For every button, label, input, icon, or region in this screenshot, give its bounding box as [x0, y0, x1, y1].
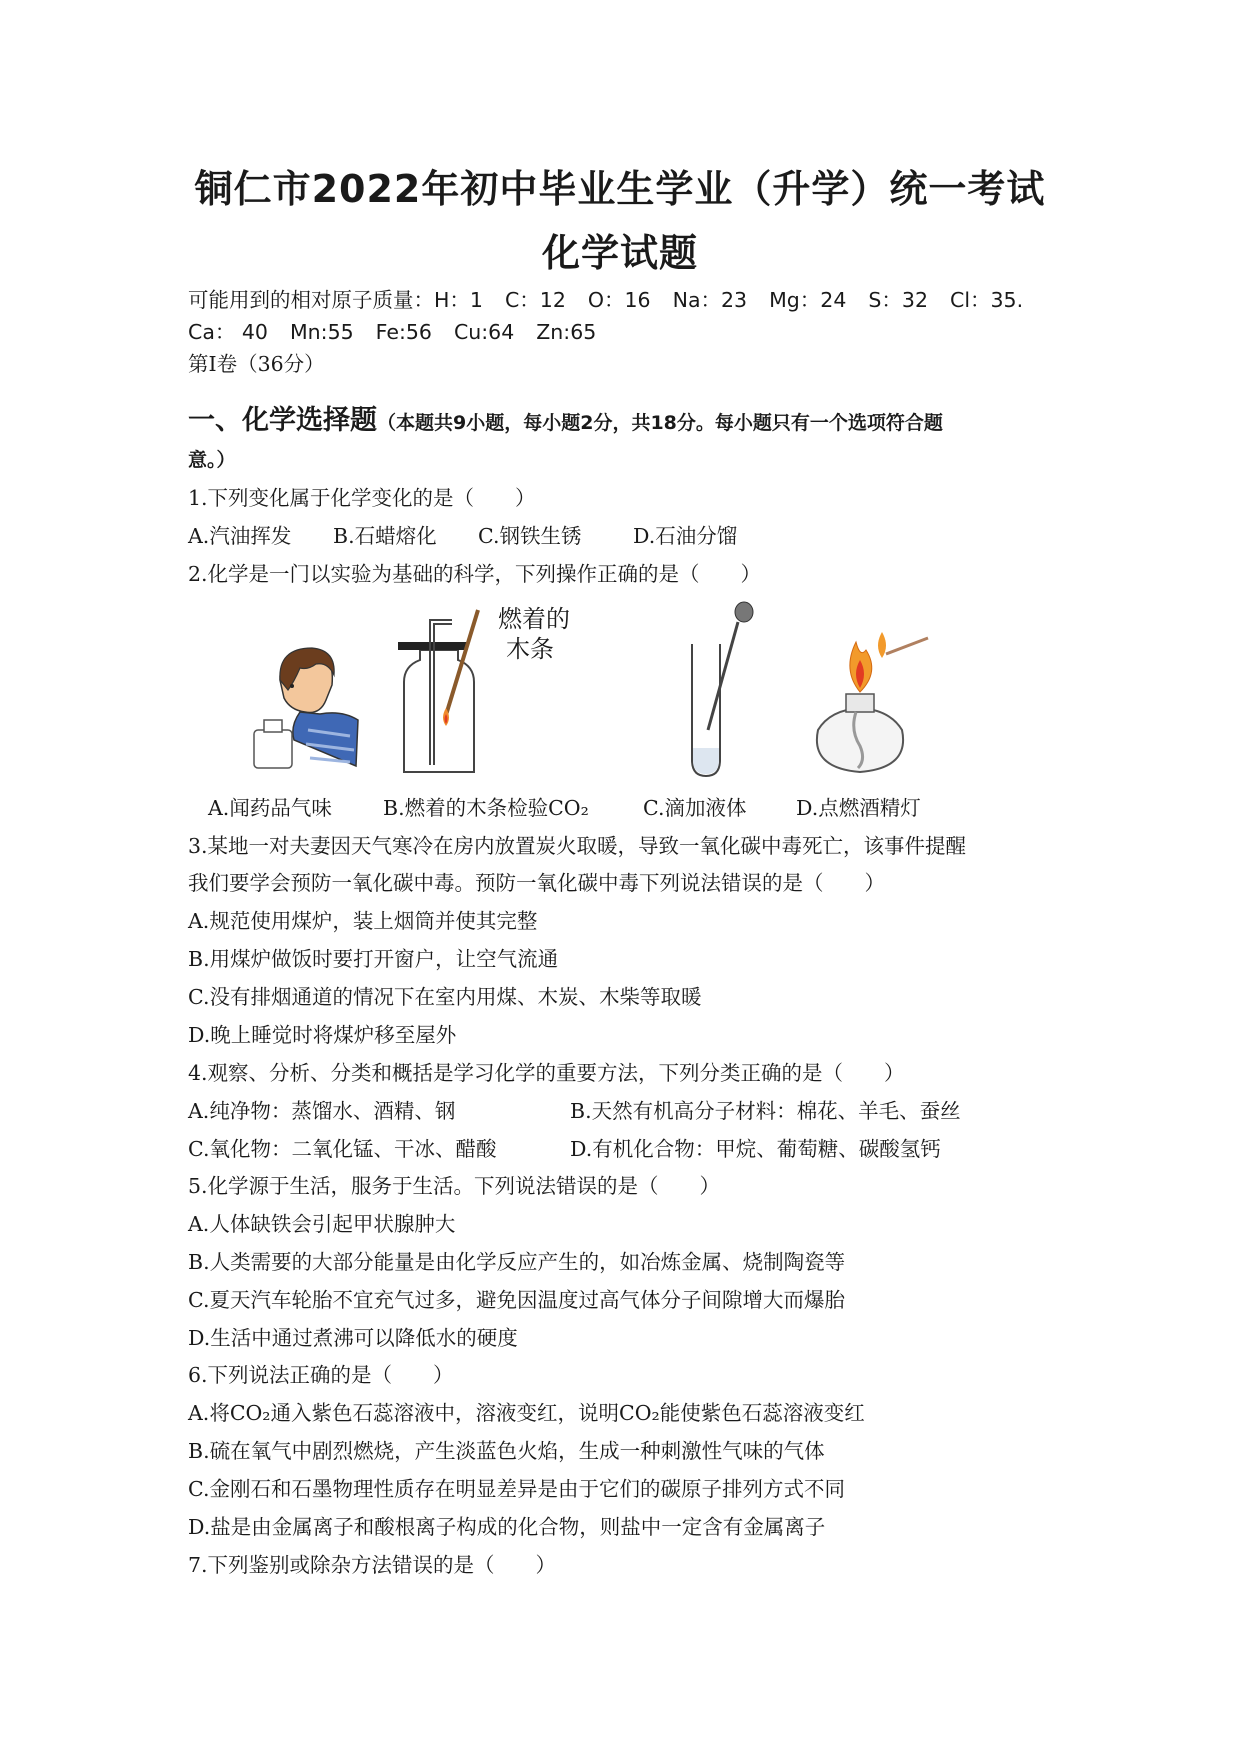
- mass-item: Mg：24: [769, 288, 847, 312]
- exam-title: 铜仁市2022年初中毕业生学业（升学）统一考试: [194, 167, 1046, 211]
- mass-item: S：32: [868, 288, 928, 312]
- option-a: A.汽油挥发: [188, 524, 292, 548]
- option-a: A.闻药品气味: [208, 796, 332, 820]
- section-note-cont: 意。）: [188, 449, 236, 471]
- question-4-options-cd: [188, 1135, 941, 1163]
- mass-item: C：12: [504, 288, 566, 312]
- question-3-option-a: A.规范使用煤炉，装上烟筒并使其完整: [188, 909, 538, 933]
- option-c: C.滴加液体: [643, 796, 747, 820]
- question-2-figures: [230, 600, 970, 780]
- question-3-option-b: B.用煤炉做饭时要打开窗户，让空气流通: [188, 947, 559, 971]
- mass-item: Na：23: [672, 288, 748, 312]
- question-1-options: [188, 522, 737, 550]
- section-note: （本题共9小题，每小题2分，共18分。每小题只有一个选项符合题: [377, 412, 943, 434]
- alcohol-lamp-figure: [800, 620, 940, 780]
- question-4-options-ab: [188, 1097, 961, 1125]
- question-5-option-a: A.人体缺铁会引起甲状腺肿大: [188, 1212, 456, 1236]
- question-6-option-a: A.将CO₂通入紫色石蕊溶液中，溶液变红，说明CO₂能使紫色石蕊溶液变红: [188, 1401, 865, 1425]
- question-6-stem: 6.下列说法正确的是（ ）: [188, 1363, 454, 1387]
- question-6-option-c: C.金刚石和石墨物理性质存在明显差异是由于它们的碳原子排列方式不同: [188, 1477, 845, 1501]
- mass-item: 可能用到的相对原子质量：H：1: [188, 288, 483, 312]
- label-line-1: 燃着的: [498, 605, 570, 633]
- option-b: B.天然有机高分子材料：棉花、羊毛、蚕丝: [570, 1099, 961, 1123]
- question-5-stem: 5.化学源于生活，服务于生活。下列说法错误的是（ ）: [188, 1174, 721, 1198]
- option-d: D.石油分馏: [633, 524, 738, 548]
- question-5-option-b: B.人类需要的大部分能量是由化学反应产生的，如冶炼金属、烧制陶瓷等: [188, 1250, 846, 1274]
- mass-item: Fe:56: [375, 320, 432, 344]
- question-2-stem: 2.化学是一门以实验为基础的科学，下列操作正确的是（ ）: [188, 562, 762, 586]
- option-a: A.纯净物：蒸馏水、酒精、钢: [188, 1099, 456, 1123]
- mass-item: Zn:65: [536, 320, 597, 344]
- smell-chemical-figure: [250, 640, 360, 770]
- atomic-mass-line-2: [188, 318, 618, 346]
- question-3-stem: 3.某地一对夫妻因天气寒冷在房内放置炭火取暖，导致一氧化碳中毒死亡，该事件提醒: [188, 834, 967, 858]
- atomic-mass-line-1: [188, 286, 1045, 314]
- question-5-option-d: D.生活中通过煮沸可以降低水的硬度: [188, 1326, 518, 1350]
- question-4-stem: 4.观察、分析、分类和概括是学习化学的重要方法，下列分类正确的是（ ）: [188, 1061, 905, 1085]
- mass-item: Cl：35.: [950, 288, 1024, 312]
- option-d: D.有机化合物：甲烷、葡萄糖、碳酸氢钙: [570, 1137, 941, 1161]
- question-3-option-c: C.没有排烟通道的情况下在室内用煤、木炭、木柴等取暖: [188, 985, 702, 1009]
- exam-subtitle: 化学试题: [541, 231, 698, 275]
- section-title: 一、化学选择题: [188, 405, 377, 436]
- dropper-figure: [680, 600, 760, 780]
- question-6-option-d: D.盐是由金属离子和酸根离子构成的化合物，则盐中一定含有金属离子: [188, 1515, 826, 1539]
- mass-item: Ca： 40: [188, 320, 268, 344]
- question-3-stem-cont: 我们要学会预防一氧化碳中毒。预防一氧化碳中毒下列说法错误的是（ ）: [188, 871, 885, 895]
- mass-item: Cu:64: [453, 320, 515, 344]
- option-c: C.钢铁生锈: [478, 524, 582, 548]
- label-line-2: 木条: [506, 635, 554, 663]
- question-3-option-d: D.晚上睡觉时将煤炉移至屋外: [188, 1023, 457, 1047]
- burning-stick-label: [498, 604, 570, 664]
- question-5-option-c: C.夏天汽车轮胎不宜充气过多，避免因温度过高气体分子间隙增大而爆胎: [188, 1288, 845, 1312]
- option-c: C.氧化物：二氧化锰、干冰、醋酸: [188, 1137, 497, 1161]
- option-b: B.石蜡熔化: [333, 524, 437, 548]
- mass-item: O：16: [587, 288, 651, 312]
- section-heading: [188, 398, 943, 437]
- option-b: B.燃着的木条检验CO₂: [383, 796, 589, 820]
- question-6-option-b: B.硫在氧气中剧烈燃烧，产生淡蓝色火焰，生成一种刺激性气味的气体: [188, 1439, 825, 1463]
- question-1-stem: 1.下列变化属于化学变化的是（ ）: [188, 486, 536, 510]
- option-d: D.点燃酒精灯: [796, 796, 921, 820]
- volume-label: 第Ⅰ卷（36分）: [188, 352, 325, 376]
- mass-item: Mn:55: [289, 320, 354, 344]
- question-2-options: [208, 794, 921, 822]
- question-7-stem: 7.下列鉴别或除杂方法错误的是（ ）: [188, 1553, 557, 1577]
